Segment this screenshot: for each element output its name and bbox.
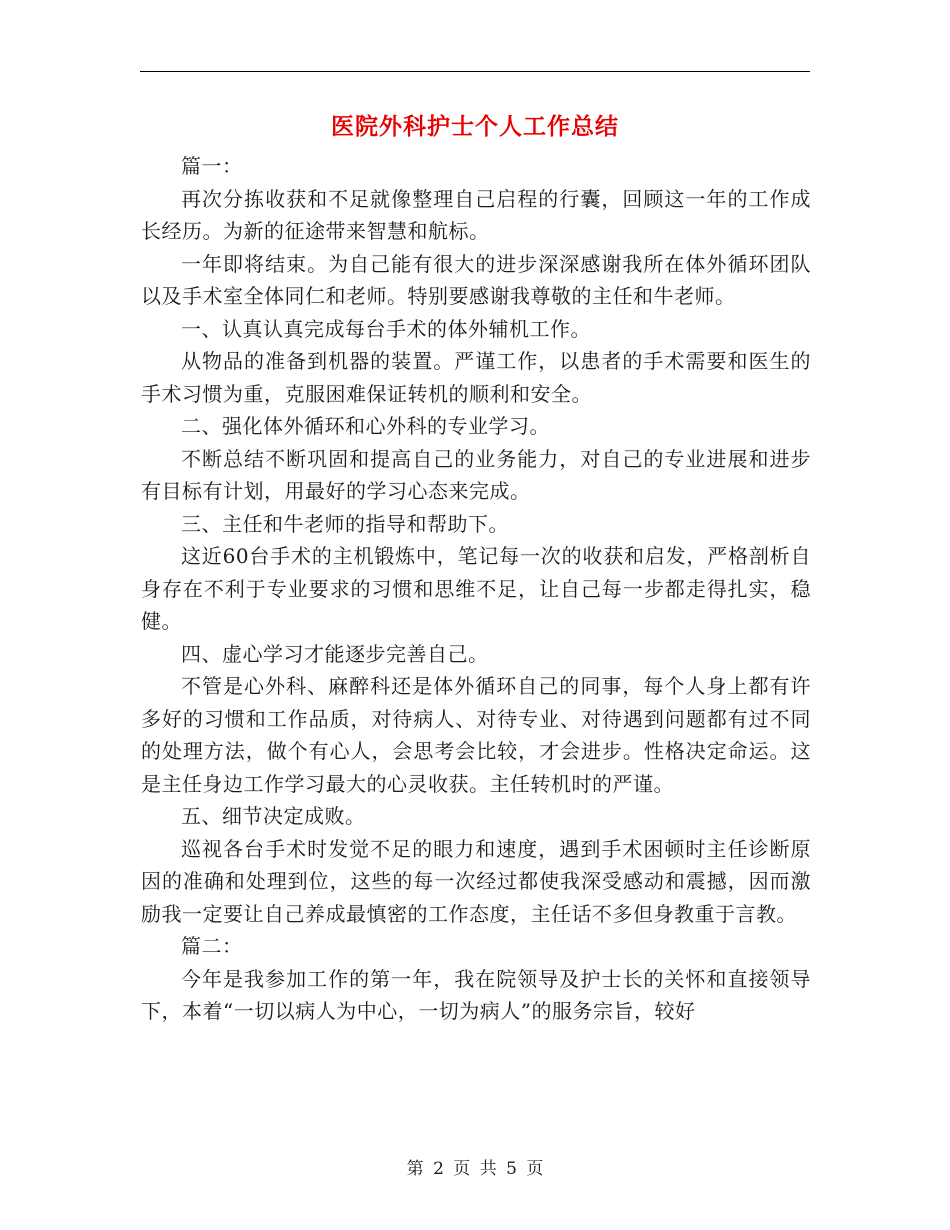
paragraph: 一年即将结束。为自己能有很大的进步深深感谢我所在体外循环团队以及手术室全体同仁和老师。特别要感谢我尊敬的主任和牛老师。: [141, 251, 811, 308]
paragraph: 篇二：: [181, 934, 243, 958]
paragraph: 今年是我参加工作的第一年，我在院领导及护士长的关怀和直接领导下，本着“一切以病人为中心，一切为病人”的服务宗旨，较好: [141, 966, 811, 1023]
page-footer: 第 2 页 共 5 页: [406, 1159, 544, 1179]
paragraph: 篇一：: [181, 154, 243, 178]
paragraph: 不管是心外科、麻醉科还是体外循环自己的同事，每个人身上都有许多好的习惯和工作品质，对待病人、对待专业、对待遇到问题都有过不同的处理方法，做个有心人，会思考会比较，才会进步。性格决定命运。这是主任身边工作学习最大的心灵收获。主任转机时的严谨。: [141, 674, 811, 796]
paragraph: 五、细节决定成败。: [181, 804, 366, 828]
paragraph: 再次分拣收获和不足就像整理自己启程的行囊，回顾这一年的工作成长经历。为新的征途带来智慧和航标。: [141, 186, 811, 243]
paragraph: 二、强化体外循环和心外科的专业学习。: [181, 414, 550, 438]
paragraph: 一、认真认真完成每台手术的体外辅机工作。: [181, 316, 591, 341]
document-title: 医院外科护士个人工作总结: [331, 114, 619, 140]
paragraph: 不断总结不断巩固和提高自己的业务能力，对自己的专业进展和进步有目标有计划，用最好的学习心态来完成。: [141, 446, 811, 503]
paragraph: 从物品的准备到机器的装置。严谨工作，以患者的手术需要和医生的手术习惯为重，克服困难保证转机的顺利和安全。: [141, 349, 811, 406]
paragraph: 这近60台手术的主机锻炼中，笔记每一次的收获和启发，严格剖析自身存在不利于专业要求的习惯和思维不足，让自己每一步都走得扎实，稳健。: [141, 544, 811, 633]
paragraph: 三、主任和牛老师的指导和帮助下。: [181, 511, 509, 536]
paragraph: 巡视各台手术时发觉不足的眼力和速度，遇到手术困顿时主任诊断原因的准确和处理到位，这些的每一次经过都使我深受感动和震撼，因而激励我一定要让自己养成最慎密的工作态度，主任话不多但身教重于言教。: [141, 836, 811, 926]
paragraph: 四、虚心学习才能逐步完善自己。: [181, 641, 489, 666]
header-rule: [140, 71, 810, 72]
document-body: [141, 150, 811, 1028]
